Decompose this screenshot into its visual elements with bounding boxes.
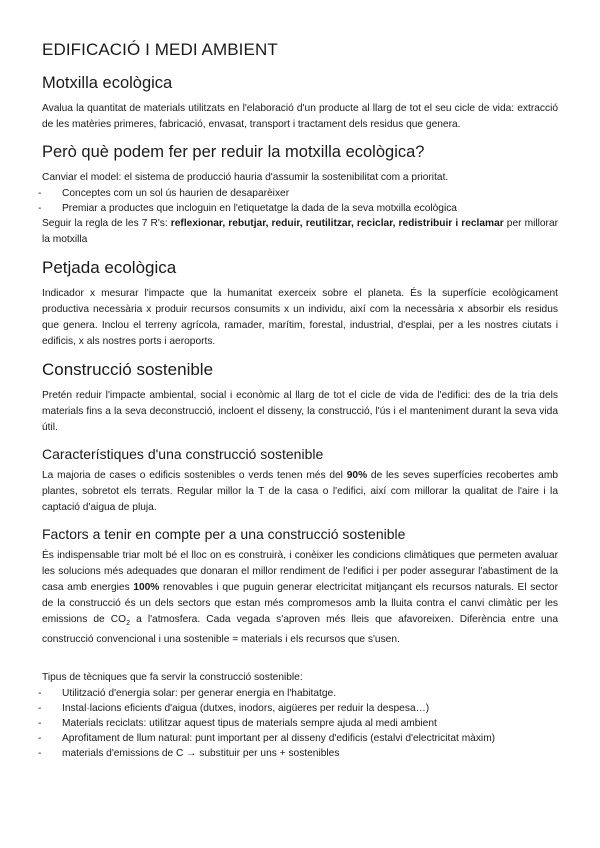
list-item: - materials d'emissions de C → substituir per uns + sostenibles <box>42 746 558 761</box>
text-fragment: a l'atmosfera. Cada vegada s'aproven més lleis que afavoreixen. Diferència entre una construcció convencional i una sostenible = materials i els recursos que s'usen. <box>42 614 558 646</box>
percent-bold: 100% <box>133 582 160 593</box>
section-petjada <box>42 258 558 350</box>
heading-construccio: Construcció sostenible <box>42 360 214 379</box>
rule-prefix: Seguir la regla de les 7 R's: <box>42 218 171 229</box>
document-page <box>42 40 558 771</box>
list-item: - Instal·lacions eficients d'aigua (dutxes, inodors, aigüeres per reduir la despesa…) <box>42 701 558 716</box>
paragraph-caracteristiques <box>42 468 558 516</box>
list-item: - Utilització d'energia solar: per generar energia en l'habitatge. <box>42 686 558 701</box>
text-fragment: de les seves superfícies recobertes amb plantes, sobretot els terrats. Regular millor la T de la casa o l'edifici, així com millorar la qualitat de l'aire i la captació d'aigua de pluja. <box>42 470 558 513</box>
paragraph-construccio: Pretén reduir l'impacte ambiental, social i econòmic al llarg de tot el cicle de vida de l'edifici: des de la tria dels materials fins a la seva deconstrucció, incloent el disseny, la construcció, l'ús i el manteniment durant la seva vida útil. <box>42 390 558 433</box>
heading-caracteristiques: Característiques d'una construcció sostenible <box>42 446 324 462</box>
list-tipus <box>42 686 558 761</box>
list-reduir <box>42 186 558 216</box>
section-motxilla <box>42 74 558 133</box>
rule-list-bold: reflexionar, rebutjar, reduir, reutilitzar, reciclar, redistribuir i reclamar <box>170 218 504 229</box>
heading-factors: Factors a tenir en compte per a una construcció sostenible <box>42 526 406 542</box>
section-caracteristiques <box>42 446 558 516</box>
list-item: - Aprofitament de llum natural: punt important per al disseny d'edificis (estalvi d'electricitat màxim) <box>42 731 558 746</box>
text-fragment: És indispensable triar molt bé el lloc on es construirà, i conèixer les condicions climàtiques que permeten avaluar les solucions més adequades que donaran el millor rendiment de l'edifici i per poder assegurar l'abastiment de la casa amb energies <box>42 550 558 593</box>
text-fragment: La majoria de cases o edificis sostenibles o verds tenen més del <box>42 470 347 481</box>
percent-bold: 90% <box>346 470 368 481</box>
list-item: - Conceptes com un sol ús haurien de desaparèixer <box>42 186 558 201</box>
paragraph-motxilla: Avalua la quantitat de materials utilitzats en l'elaboració d'un producte al llarg de tot el seu cicle de vida: extracció de les matèries primeres, fabricació, envasat, transport i tractament dels residus que genera. <box>42 103 558 130</box>
co2-subscript: 2 <box>126 620 130 628</box>
section-tipus <box>42 670 558 761</box>
paragraph-petjada: Indicador x mesurar l'impacte que la humanitat exerceix sobre el planeta. És la superfície ecològicament productiva necessària x produir recursos consumits x un individu, així com la necessària x absorbir els residus que genera. Inclou el terreny agrícola, ramader, marítim, forestal, industrial, d'esplai, per a les nostres ciutats i edificis, x als nostres ports i aeroports. <box>42 288 558 347</box>
rule-suffix: per millorar la motxilla <box>42 218 558 245</box>
text-fragment: renovables i que puguin generar electricitat mitjançant els recursos naturals. El sector de la construcció és un dels sectors que estan més compromesos amb la lluita contra el canvi climàtic per les emissions de CO <box>42 582 558 625</box>
section-factors <box>42 526 558 648</box>
list-item: - Materials reciclats: utilitzar aquest tipus de materials sempre ajuda al medi ambient <box>42 716 558 731</box>
heading-reduir: Però què podem fer per reduir la motxilla ecològica? <box>42 143 425 161</box>
paragraph-7r-rule <box>42 216 558 248</box>
paragraph-factors <box>42 548 558 648</box>
section-construccio <box>42 360 558 436</box>
heading-petjada: Petjada ecològica <box>42 258 177 277</box>
section-reduir <box>42 143 558 248</box>
list-item: - Premiar a productes que incloguin en l'etiquetatge la dada de la seva motxilla ecològica <box>42 201 558 216</box>
page-title: EDIFICACIÓ I MEDI AMBIENT <box>42 40 278 59</box>
paragraph-tipus-intro: Tipus de tècniques que fa servir la construcció sostenible: <box>42 672 303 684</box>
paragraph-reduir-intro: Canviar el model: el sistema de producció hauria d'assumir la sostenibilitat com a prioritat. <box>42 172 449 183</box>
heading-motxilla: Motxilla ecològica <box>42 74 173 92</box>
spacer <box>42 658 558 670</box>
